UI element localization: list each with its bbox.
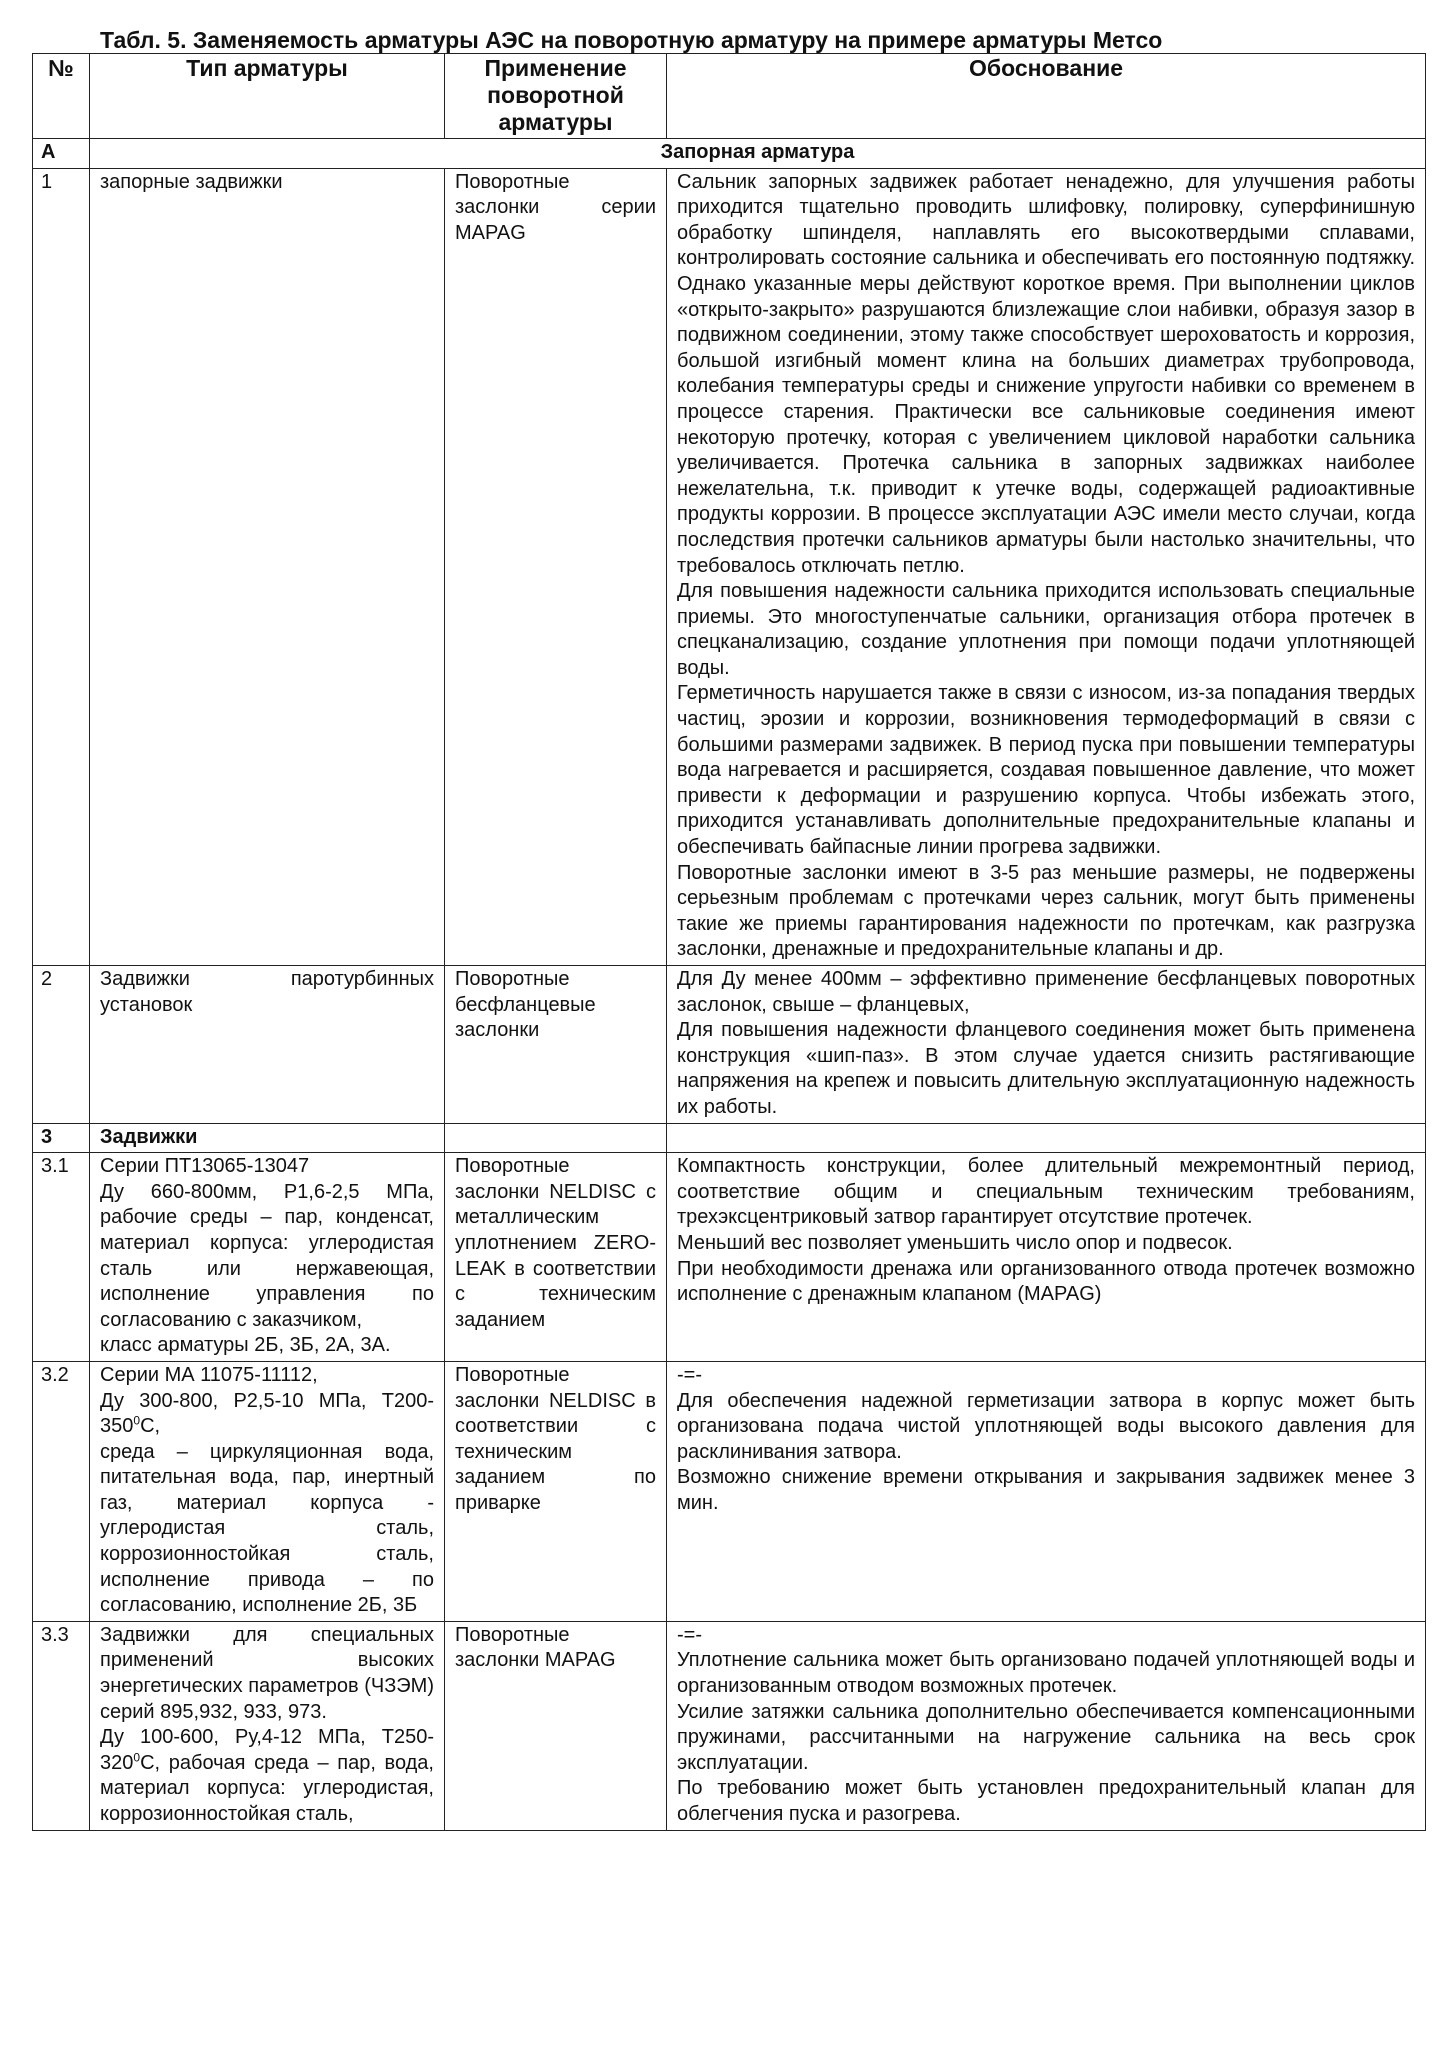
rationale-paragraph: Поворотные заслонки имеют в 3-5 раз меньшие размеры, не подвержены серьезным проблемам с протечками через сальник, могут быть применены такие же приемы гарантирования надежности по протечкам, как разгрузка заслонки, дренажные и предохранительные клапаны и др. [677,861,1415,961]
rationale-paragraph: Усилие затяжки сальника дополнительно обеспечивается компенсационными пружинами, рассчитанными на нагружение сальника на весь срок эксплуатации. [677,1700,1415,1774]
section-row-3 [33,1123,1426,1153]
table-caption: Табл. 5. Заменяемость арматуры АЭС на поворотную арматуру на примере арматуры Метсо [100,27,1163,53]
rationale-paragraph: Для Ду менее 400мм – эффективно применение бесфланцевых поворотных заслонок, свыше – фланцевых, [677,968,1415,1016]
type-params: Ду 100-600, Ру,4-12 МПа, Т250-320 [100,1726,434,1774]
rationale-paragraph: Меньший вес позволяет уменьшить число опор и подвесок. [677,1231,1233,1254]
rationale-paragraph: Сальник запорных задвижек работает ненадежно, для улучшения работы приходится тщательно проводить шлифовку, полировку, суперфинишную обработку шпинделя, наплавлять его высокотвердыми сплавами, контролировать состояние сальника и обеспечивать его постоянную подтяжку. Однако указанные меры действуют короткое время. При выполнении циклов «открыто-закрыто» разрушаются близлежащие слои набивки, образуя зазор в подвижном соединении, этому также способствует шероховатость и коррозия, большой изгибный момент клина на больших диаметрах трубопровода, колебания температуры среды и снижение упругости набивки со временем в процессе старения. Практически все сальниковые соединения имеют некоторую протечку, которая с увеличением цикловой наработки сальника увеличивается. Протечка сальника в запорных задвижках наиболее нежелательна, т.к. приводит к утечке воды, содержащей радиоактивные продукты коррозии. В процессе эксплуатации АЭС имели место случаи, когда последствия протечки сальников арматуры были настолько значительны, что требовалось отключать петлю. [677,170,1415,577]
row-type [90,1361,445,1621]
rationale-paragraph: Компактность конструкции, более длительный межремонтный период, соответствие общим и специальным техническим требованиям, трехэксцентриковый затвор гарантирует отсутствие протечек. [677,1155,1415,1229]
rationale-paragraph: Уплотнение сальника может быть организовано подачей уплотняющей воды и организованным отводом возможных протечек. [677,1649,1415,1698]
degree-superscript: 0 [133,1413,141,1428]
row-type: Задвижки паротурбинных установок [90,966,445,1124]
type-params-unit: С, рабочая среда – пар, вода, материал корпуса: углеродистая, коррозионностойкая сталь, [100,1751,434,1825]
row-application: Поворотные заслонки серии MAPAG [445,168,667,965]
type-line: Серии МА 11075-11112, [100,1363,318,1386]
section-3-empty [667,1123,1426,1153]
row-rationale [667,168,1426,965]
header-type: Тип арматуры [90,54,445,139]
row-num: 3.2 [33,1361,90,1621]
row-num: 1 [33,168,90,965]
rationale-ditto: -=- [677,1363,702,1386]
row-num: 2 [33,966,90,1124]
section-3-title: Задвижки [90,1123,445,1153]
type-line: Задвижки для специальных применений высоких энергетических параметров (ЧЗЭМ) серий 895,932, 933, 973. [100,1623,434,1723]
rationale-paragraph: При необходимости дренажа или организованного отвода протечек возможно исполнение с дренажным клапаном (MAPAG) [677,1257,1415,1306]
row-application: Поворотные заслонки NELDISC в соответствии с техническим заданием по приварке [445,1361,667,1621]
row-type: запорные задвижки [90,168,445,965]
type-line: Серии ПТ13065-13047 [100,1155,310,1178]
header-rationale: Обоснование [667,54,1426,139]
type-line [100,1389,434,1440]
table-row [33,1153,1426,1362]
type-params: Ду 300-800, Р2,5-10 МПа, Т200-350 [100,1389,434,1438]
table-row [33,168,1426,965]
row-rationale [667,1361,1426,1621]
row-application: Поворотные заслонки MAPAG [445,1621,667,1830]
section-a-num: А [33,139,90,169]
section-3-empty [445,1123,667,1153]
row-num: 3.1 [33,1153,90,1362]
rationale-ditto: -=- [677,1623,702,1646]
row-num: 3.3 [33,1621,90,1830]
section-a-title: Запорная арматура [90,139,1426,169]
table-row [33,1621,1426,1830]
section-row-a [33,139,1426,169]
type-line: среда – циркуляционная вода, питательная вода, пар, инертный газ, материал корпуса - углеродистая сталь, коррозионностойкая сталь, исполнение привода – по согласованию, исполнение 2Б, 3Б [100,1440,434,1617]
row-application: Поворотные бесфланцевые заслонки [445,966,667,1124]
header-num: № [33,54,90,139]
row-rationale [667,1621,1426,1830]
table-row [33,966,1426,1124]
row-application: Поворотные заслонки NELDISC с металлическим уплотнением ZERO- LEAK в соответствии с техническим заданием [445,1153,667,1362]
row-type [90,1621,445,1830]
header-application: Применение поворотной арматуры [445,54,667,139]
table-row [33,1361,1426,1621]
row-rationale [667,966,1426,1124]
row-type [90,1153,445,1362]
type-line: Ду 660-800мм, Р1,6-2,5 МПа, рабочие среды – пар, конденсат, материал корпуса: углеродистая сталь или нержавеющая, исполнение управления по согласованию с заказчиком, [100,1180,434,1331]
rationale-paragraph: Для повышения надежности фланцевого соединения может быть применена конструкция «шип-паз». В этом случае удается снизить растягивающие напряжения на крепеж и повысить длительную эксплуатационную надежность их работы. [677,1019,1415,1118]
rationale-paragraph: Герметичность нарушается также в связи с износом, из-за попадания твердых частиц, эрозии и коррозии, возникновения термодеформаций в связи с большими размерами задвижек. В период пуска при повышении температуры вода нагревается и расширяется, создавая повышенное давление, что может привести к деформации и разрушению корпуса. Чтобы избежать этого, приходится устанавливать дополнительные предохранительные клапаны и обеспечивать байпасные линии прогрева задвижки. [677,682,1415,859]
type-line [100,1725,434,1827]
valve-table [32,53,1426,1831]
row-rationale [667,1153,1426,1362]
rationale-paragraph: Для обеспечения надежной герметизации затвора в корпус может быть организована подача чистой уплотняющей воды высокого давления для расклинивания затвора. [677,1389,1415,1463]
section-3-num: 3 [33,1123,90,1153]
rationale-paragraph: По требованию может быть установлен предохранительный клапан для облегчения пуска и разогрева. [677,1777,1415,1825]
type-params-unit: С, [140,1415,161,1438]
rationale-paragraph: Для повышения надежности сальника приходится использовать специальные приемы. Это многоступенчатые сальники, организация отбора протечек в спецканализацию, создание уплотнения при помощи подачи уплотняющей воды. [677,580,1415,679]
table-header-row [33,54,1426,139]
degree-superscript: 0 [133,1750,141,1765]
rationale-paragraph: Возможно снижение времени открывания и закрывания задвижек менее 3 мин. [677,1466,1415,1514]
type-line: класс арматуры 2Б, 3Б, 2А, 3А. [100,1334,391,1357]
